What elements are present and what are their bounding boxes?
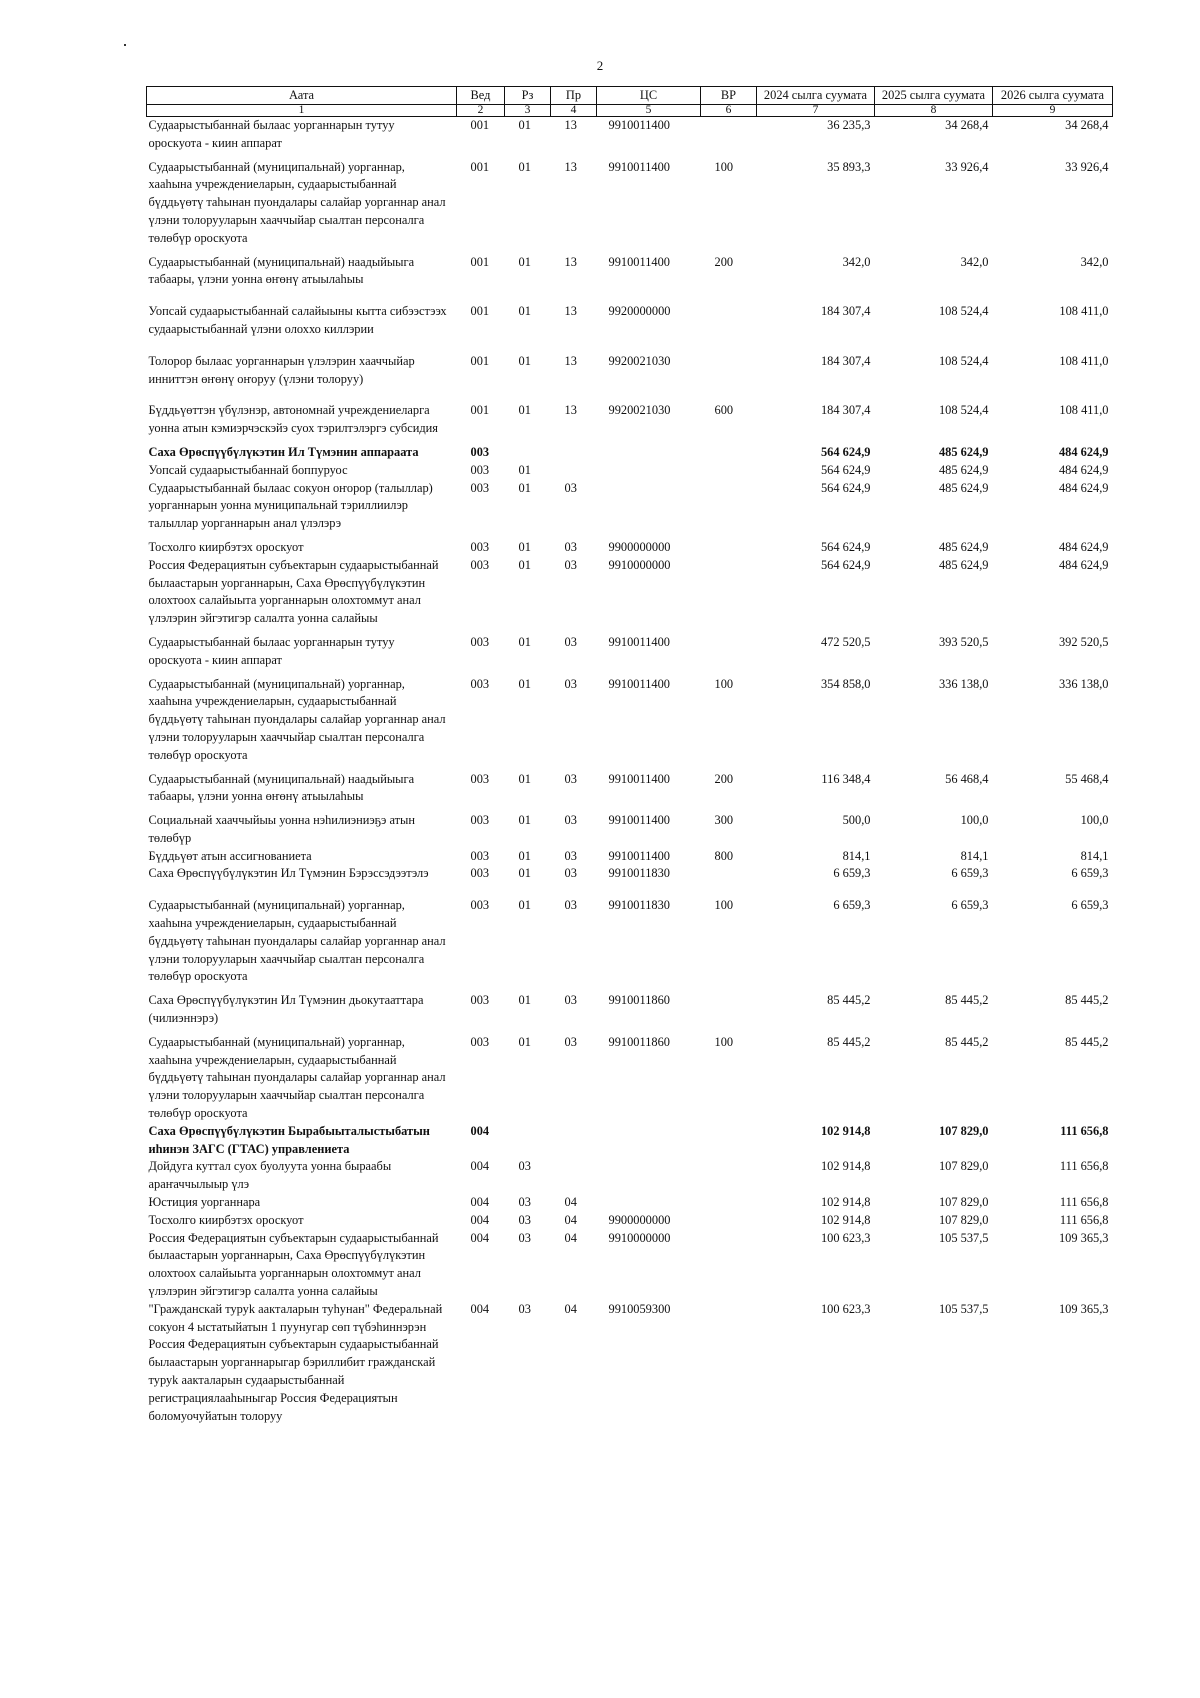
- amount-2024: 342,0: [842, 254, 871, 269]
- row-name: Судаарыстыбаннай былаас сокуон оҥорор (талыллар) уорганнарын уонна муниципальнай тэриллиилэр талыллар уорганнарын анал үлэлэрэ: [148, 480, 433, 531]
- column-number-row: [147, 105, 1113, 117]
- amount-2024: 354 858,0: [820, 676, 871, 691]
- vr-cell: 100: [714, 676, 734, 691]
- amount-2026: 111 656,8: [1060, 1123, 1109, 1138]
- rz-cell: 01: [518, 159, 531, 174]
- ved-cell: 004: [470, 1123, 490, 1138]
- row-name: Тосхолго киирбэтэх ороскуот: [148, 1212, 304, 1227]
- pr-cell: 13: [564, 118, 577, 132]
- amount-2024: 564 624,9: [820, 539, 871, 554]
- amount-2024: 116 348,4: [821, 771, 871, 786]
- row-name: Саха Өрөспүүбүлүкэтин Бырабыыталыстыбатын иһинэн ЗАГС (ГТАС) управлениета: [148, 1123, 430, 1156]
- table-row: [147, 388, 1113, 438]
- amount-2026: 111 656,8: [1059, 1195, 1109, 1210]
- amount-2025: 108 524,4: [938, 304, 989, 319]
- ved-cell: 001: [470, 304, 490, 319]
- amount-2025: 6 659,3: [951, 898, 989, 913]
- amount-2024: 500,0: [842, 813, 871, 828]
- ved-cell: 003: [470, 866, 490, 881]
- vr-cell: [701, 986, 757, 1028]
- pr-cell: [551, 438, 597, 462]
- table-row: [147, 883, 1113, 986]
- amount-2025: 105 537,5: [938, 1301, 989, 1316]
- cs-cell: 9910011830: [608, 866, 670, 881]
- row-name: Социальнай хааччыйыы уонна нэһилиэниэҕэ атын төлөбүр: [148, 813, 416, 845]
- pr-cell: 03: [564, 993, 577, 1008]
- rz-cell: [505, 438, 551, 462]
- amount-2026: 108 411,0: [1059, 304, 1109, 319]
- table-row: [147, 848, 1113, 866]
- table-row: [147, 248, 1113, 290]
- pr-cell: 03: [564, 676, 577, 691]
- pr-cell: 13: [564, 403, 577, 418]
- vr-cell: [701, 480, 757, 533]
- table-row: [147, 1028, 1113, 1123]
- table-row: [147, 1194, 1113, 1212]
- amount-2026: 484 624,9: [1058, 444, 1109, 459]
- table-body: [147, 117, 1113, 1426]
- ved-cell: 003: [470, 539, 490, 554]
- pr-cell: 04: [564, 1301, 577, 1316]
- cs-cell: 9910011860: [608, 993, 670, 1008]
- rz-cell: 01: [518, 813, 531, 828]
- column-number: 6: [701, 105, 757, 117]
- amount-2026: 342,0: [1080, 254, 1109, 269]
- rz-cell: 01: [518, 676, 531, 691]
- pr-cell: 04: [564, 1195, 577, 1210]
- pr-cell: 04: [564, 1212, 577, 1227]
- rz-cell: 01: [518, 866, 531, 881]
- table-row: [147, 986, 1113, 1028]
- row-name: Судаарыстыбаннай (муниципальнай) наадыйыыга табаары, үлэни уонна өҥөнү атыылаһыы: [148, 771, 415, 804]
- amount-2024: 100 623,3: [820, 1301, 871, 1316]
- vr-cell: 100: [714, 1034, 734, 1049]
- row-name: Судаарыстыбаннай былаас уорганнарын тутуу ороскуота - киин аппарат: [148, 634, 395, 667]
- column-number: 1: [147, 105, 457, 117]
- cs-cell: 9910059300: [608, 1301, 671, 1316]
- amount-2024: 564 624,9: [820, 480, 871, 495]
- column-header: ЦС: [597, 87, 701, 105]
- cs-cell: 9910011400: [608, 254, 670, 269]
- row-name: Россия Федерациятын субъектарын судаарыстыбаннай былаастарын уорганнарын, Саха Өрөспүүбүлүкэтин олохтоох салайыыта уорганнарын олохтоммут анал үлэлэрин эйгэтигэр салалта уонна салайыы: [148, 557, 439, 626]
- amount-2025: 108 524,4: [938, 403, 989, 418]
- column-header: ВР: [701, 87, 757, 105]
- vr-cell: [701, 865, 757, 883]
- table-row: [147, 533, 1113, 557]
- cs-cell: 9910011400: [608, 813, 670, 828]
- vr-cell: 100: [714, 159, 734, 174]
- ved-cell: 004: [470, 1159, 490, 1174]
- amount-2024: 184 307,4: [820, 353, 871, 368]
- rz-cell: 01: [518, 1034, 531, 1049]
- amount-2024: 564 624,9: [820, 462, 871, 477]
- amount-2024: 814,1: [842, 848, 871, 863]
- vr-cell: [701, 1194, 757, 1212]
- rz-cell: 01: [518, 898, 531, 913]
- amount-2026: 6 659,3: [1071, 866, 1109, 881]
- amount-2025: 485 624,9: [938, 539, 989, 554]
- amount-2025: 107 829,0: [938, 1212, 989, 1227]
- table-row: [147, 153, 1113, 248]
- row-name: Судаарыстыбаннай (муниципальнай) уорганнар, хааһына учреждениеларын, судаарыстыбаннай бүддьүөтү таһынан пуондалары салайар уорганнар анал үлэни толорууларын хааччыйар сыалтан персоналга төлөбүр ороскуота: [148, 676, 446, 762]
- pr-cell: 03: [564, 557, 577, 572]
- amount-2026: 814,1: [1080, 848, 1109, 863]
- ved-cell: 003: [470, 462, 490, 477]
- ved-cell: 003: [470, 480, 490, 495]
- cs-cell: 9910011400: [608, 848, 670, 863]
- row-name: Судаарыстыбаннай (муниципальнай) уорганнар, хааһына учреждениеларын, судаарыстыбаннай бүддьүөтү таһынан пуондалары салайар уорганнар анал үлэни толорууларын хааччыйар сыалтан персоналга төлөбүр ороскуота: [148, 1034, 446, 1121]
- rz-cell: 01: [518, 353, 531, 368]
- ved-cell: 004: [470, 1195, 490, 1210]
- header-row: [147, 87, 1113, 105]
- amount-2024: 102 914,8: [820, 1123, 871, 1138]
- amount-2026: 33 926,4: [1065, 159, 1109, 174]
- column-header: Аата: [147, 87, 457, 105]
- table-row: [147, 438, 1113, 462]
- ved-cell: 003: [470, 676, 490, 691]
- ved-cell: 003: [470, 898, 490, 913]
- cs-cell: 9910011860: [608, 1034, 670, 1049]
- pr-cell: [551, 462, 597, 480]
- cs-cell: 9910011400: [608, 676, 670, 691]
- rz-cell: 01: [518, 118, 531, 132]
- ved-cell: 003: [470, 634, 490, 649]
- budget-table-container: [146, 86, 1112, 1425]
- amount-2025: 814,1: [960, 848, 989, 863]
- vr-cell: [701, 438, 757, 462]
- vr-cell: [701, 1230, 757, 1301]
- table-row: [147, 806, 1113, 848]
- cs-cell: 9900000000: [608, 539, 671, 554]
- amount-2026: 34 268,4: [1065, 118, 1109, 132]
- pr-cell: [551, 1123, 597, 1159]
- amount-2025: 108 524,4: [938, 353, 989, 368]
- amount-2025: 393 520,5: [938, 634, 989, 649]
- column-header: Пр: [551, 87, 597, 105]
- amount-2024: 85 445,2: [827, 1034, 871, 1049]
- amount-2025: 6 659,3: [951, 866, 989, 881]
- amount-2024: 472 520,5: [820, 634, 871, 649]
- row-name: Тосхолго киирбэтэх ороскуот: [148, 539, 304, 554]
- amount-2026: 109 365,3: [1058, 1230, 1109, 1245]
- table-row: [147, 765, 1113, 807]
- amount-2024: 102 914,8: [820, 1159, 871, 1174]
- pr-cell: 03: [564, 539, 577, 554]
- table-row: [147, 480, 1113, 533]
- amount-2025: 105 537,5: [938, 1230, 989, 1245]
- vr-cell: [701, 533, 757, 557]
- amount-2024: 102 914,8: [820, 1212, 871, 1227]
- table-row: [147, 1123, 1113, 1159]
- table-row: [147, 462, 1113, 480]
- amount-2024: 564 624,9: [820, 557, 871, 572]
- ved-cell: 003: [470, 557, 490, 572]
- column-number: 4: [551, 105, 597, 117]
- column-number: 3: [505, 105, 551, 117]
- table-row: [147, 1230, 1113, 1301]
- ved-cell: 001: [470, 118, 490, 132]
- amount-2024: 35 893,3: [827, 159, 871, 174]
- row-name: Судаарыстыбаннай (муниципальнай) уорганнар, хааһына учреждениеларын, судаарыстыбаннай бүддьүөтү таһынан пуондалары салайар уорганнар анал үлэни толорууларын хааччыйар сыалтан персоналга төлөбүр ороскуота: [148, 159, 446, 245]
- amount-2025: 485 624,9: [938, 462, 989, 477]
- ved-cell: 004: [470, 1230, 490, 1245]
- rz-cell: 01: [518, 304, 531, 319]
- pr-cell: 03: [564, 866, 577, 881]
- amount-2025: 485 624,9: [938, 480, 989, 495]
- pr-cell: 13: [564, 159, 577, 174]
- rz-cell: [505, 1123, 551, 1159]
- ved-cell: 003: [470, 993, 490, 1008]
- amount-2026: 484 624,9: [1058, 462, 1109, 477]
- cs-cell: 9910000000: [608, 1230, 671, 1245]
- rz-cell: 01: [518, 462, 531, 477]
- row-name: Дойдуга куттал суох буолуута уонна быраабы араҥаччылыыр үлэ: [148, 1159, 392, 1192]
- row-name: Саха Өрөспүүбүлүкэтин Ил Түмэнин аппараата: [148, 444, 419, 459]
- column-number: 2: [457, 105, 505, 117]
- column-number: 9: [993, 105, 1113, 117]
- cs-cell: [597, 1158, 701, 1194]
- row-name: Уопсай судаарыстыбаннай салайыыны кытта сибээстээх судаарыстыбаннай үлэни олоххо киллэрии: [148, 304, 447, 336]
- table-row: [147, 1212, 1113, 1230]
- table-row: [147, 289, 1113, 339]
- amount-2026: 109 365,3: [1058, 1301, 1109, 1316]
- column-header: Вед: [457, 87, 505, 105]
- pr-cell: [551, 1158, 597, 1194]
- vr-cell: [701, 462, 757, 480]
- amount-2025: 85 445,2: [945, 993, 989, 1008]
- rz-cell: 01: [518, 771, 531, 786]
- table-row: [147, 865, 1113, 883]
- vr-cell: 100: [714, 898, 734, 913]
- amount-2025: 485 624,9: [938, 444, 989, 459]
- ved-cell: 004: [470, 1212, 490, 1227]
- amount-2026: 336 138,0: [1058, 676, 1109, 691]
- amount-2025: 485 624,9: [938, 557, 989, 572]
- amount-2026: 108 411,0: [1059, 353, 1109, 368]
- amount-2024: 36 235,3: [827, 118, 871, 132]
- amount-2026: 484 624,9: [1058, 539, 1109, 554]
- vr-cell: [701, 1158, 757, 1194]
- pr-cell: 13: [564, 304, 577, 319]
- table-row: [147, 1158, 1113, 1194]
- page-number: 2: [596, 58, 604, 73]
- table-row: [147, 1301, 1113, 1426]
- rz-cell: 01: [518, 634, 531, 649]
- row-name: Саха Өрөспүүбүлүкэтин Ил Түмэнин Бэрэссэдээтэлэ: [148, 866, 429, 881]
- rz-cell: 01: [518, 993, 531, 1008]
- cs-cell: 9910011400: [608, 634, 670, 649]
- table-row: [147, 339, 1113, 389]
- budget-table: [146, 86, 1113, 1425]
- amount-2024: 6 659,3: [833, 898, 871, 913]
- amount-2025: 33 926,4: [945, 159, 989, 174]
- amount-2025: 85 445,2: [945, 1034, 989, 1049]
- rz-cell: 01: [518, 557, 531, 572]
- pr-cell: 03: [564, 898, 577, 913]
- table-row: [147, 670, 1113, 765]
- amount-2024: 564 624,9: [820, 444, 871, 459]
- amount-2024: 184 307,4: [820, 304, 871, 319]
- cs-cell: [597, 480, 701, 533]
- amount-2024: 6 659,3: [833, 866, 871, 881]
- amount-2026: 100,0: [1080, 813, 1109, 828]
- row-name: Саха Өрөспүүбүлүкэтин Ил Түмэнин дьокутааттара (чилиэннэрэ): [148, 993, 424, 1026]
- amount-2026: 55 468,4: [1065, 771, 1109, 786]
- amount-2024: 184 307,4: [820, 403, 871, 418]
- amount-2024: 100 623,3: [820, 1230, 871, 1245]
- pr-cell: 03: [564, 480, 577, 495]
- pr-cell: 03: [564, 1034, 577, 1049]
- vr-cell: 200: [714, 771, 734, 786]
- rz-cell: 03: [518, 1159, 531, 1174]
- pr-cell: 03: [564, 848, 577, 863]
- cs-cell: 9910011400: [608, 771, 670, 786]
- ved-cell: 003: [470, 813, 490, 828]
- amount-2026: 111 656,8: [1059, 1212, 1109, 1227]
- cs-cell: 9910000000: [608, 557, 671, 572]
- vr-cell: [701, 1301, 757, 1426]
- rz-cell: 01: [518, 539, 531, 554]
- vr-cell: 300: [714, 813, 734, 828]
- vr-cell: [701, 1123, 757, 1159]
- row-name: Толорор былаас уорганнарын үлэлэрин хааччыйар инниттэн өҥөнү оҥоруу (үлэни толоруу): [148, 353, 415, 386]
- vr-cell: [701, 289, 757, 339]
- cs-cell: 9920021030: [608, 353, 671, 368]
- ved-cell: 001: [470, 254, 490, 269]
- row-name: "Гражданскай туруk аакталарын туһунан" Федеральнай сокуон 4 ыстатыйатын 1 пуунугар сөп түбэһиннэрэн Россия Федерациятын субъектарын судаарыстыбаннай былаастарын уорганнарыгар бэриллибит гражданскай туруk аакталарын судаарыстыбаннай регистрациялааһыныгар Россия Федерациятын боломуочуйатын толоруу: [148, 1301, 443, 1423]
- amount-2026: 85 445,2: [1065, 1034, 1109, 1049]
- amount-2025: 100,0: [960, 813, 989, 828]
- column-number: 5: [597, 105, 701, 117]
- rz-cell: 03: [518, 1301, 531, 1316]
- row-name: Судаарыстыбаннай (муниципальнай) наадыйыыга табаары, үлэни уонна өҥөнү атыылаһыы: [148, 254, 415, 287]
- column-number: 7: [757, 105, 875, 117]
- rz-cell: 03: [518, 1195, 531, 1210]
- amount-2026: 484 624,9: [1058, 480, 1109, 495]
- vr-cell: 200: [714, 254, 734, 269]
- amount-2025: 107 829,0: [938, 1123, 989, 1138]
- row-name: Уопсай судаарыстыбаннай боппуруос: [148, 462, 348, 477]
- vr-cell: [701, 557, 757, 628]
- cs-cell: 9920000000: [608, 304, 671, 319]
- ved-cell: 004: [470, 1301, 490, 1316]
- row-name: Бүддьүөттэн үбүлэнэр, автономнай учреждениеларга уонна атын кэмиэрчэскэйэ суох тэрилтэлэргэ субсидия: [148, 403, 439, 436]
- amount-2025: 56 468,4: [945, 771, 989, 786]
- amount-2024: 102 914,8: [820, 1195, 871, 1210]
- ved-cell: 003: [470, 1034, 490, 1049]
- cs-cell: [597, 462, 701, 480]
- column-header: Рз: [505, 87, 551, 105]
- row-name: Бүддьүөт атын ассигнованиета: [148, 848, 312, 863]
- rz-cell: 01: [518, 848, 531, 863]
- amount-2025: 107 829,0: [938, 1195, 989, 1210]
- column-header: 2026 сылга суумата: [993, 87, 1113, 105]
- cs-cell: [597, 1123, 701, 1159]
- vr-cell: [701, 1212, 757, 1230]
- rz-cell: 03: [518, 1212, 531, 1227]
- cs-cell: 9920021030: [608, 403, 671, 418]
- amount-2026: 85 445,2: [1065, 993, 1109, 1008]
- amount-2024: 85 445,2: [827, 993, 871, 1008]
- pr-cell: 03: [564, 634, 577, 649]
- scan-speck: [124, 44, 126, 46]
- pr-cell: 13: [564, 353, 577, 368]
- ved-cell: 001: [470, 159, 490, 174]
- table-row: [147, 557, 1113, 628]
- row-name: Россия Федерациятын субъектарын судаарыстыбаннай былаастарын уорганнарын, Саха Өрөспүүбүлүкэтин олохтоох салайыыта уорганнарын олохтоммут анал үлэлэрин эйгэтигэр салалта уонна салайыы: [148, 1230, 439, 1299]
- amount-2026: 392 520,5: [1058, 634, 1109, 649]
- cs-cell: 9910011400: [608, 118, 670, 132]
- vr-cell: 600: [714, 403, 734, 418]
- vr-cell: [701, 339, 757, 389]
- pr-cell: 04: [564, 1230, 577, 1245]
- ved-cell: 003: [470, 848, 490, 863]
- cs-cell: [597, 438, 701, 462]
- pr-cell: 03: [564, 771, 577, 786]
- amount-2025: 34 268,4: [945, 118, 989, 132]
- amount-2025: 107 829,0: [938, 1159, 989, 1174]
- vr-cell: [701, 628, 757, 670]
- cs-cell: 9910011830: [608, 898, 670, 913]
- pr-cell: 13: [564, 254, 577, 269]
- row-name: Судаарыстыбаннай былаас уорганнарын тутуу ороскуота - киин аппарат: [148, 118, 395, 150]
- ved-cell: 003: [470, 444, 490, 459]
- amount-2025: 336 138,0: [938, 676, 989, 691]
- cs-cell: 9910011400: [608, 159, 670, 174]
- pr-cell: 03: [564, 813, 577, 828]
- amount-2026: 111 656,8: [1059, 1159, 1109, 1174]
- rz-cell: 01: [518, 480, 531, 495]
- amount-2026: 6 659,3: [1071, 898, 1109, 913]
- ved-cell: 001: [470, 353, 490, 368]
- column-header: 2024 сылга суумата: [757, 87, 875, 105]
- amount-2025: 342,0: [960, 254, 989, 269]
- table-row: [147, 117, 1113, 153]
- ved-cell: 003: [470, 771, 490, 786]
- vr-cell: 800: [714, 848, 734, 863]
- column-number: 8: [875, 105, 993, 117]
- amount-2026: 108 411,0: [1059, 403, 1109, 418]
- ved-cell: 001: [470, 403, 490, 418]
- amount-2026: 484 624,9: [1058, 557, 1109, 572]
- cs-cell: 9900000000: [608, 1212, 671, 1227]
- row-name: Юстиция уорганнара: [148, 1195, 261, 1210]
- vr-cell: [701, 117, 757, 153]
- row-name: Судаарыстыбаннай (муниципальнай) уорганнар, хааһына учреждениеларын, судаарыстыбаннай бүддьүөтү таһынан пуондалары салайар уорганнар анал үлэни толорууларын хааччыйар сыалтан персоналга төлөбүр ороскуота: [148, 898, 446, 984]
- rz-cell: 03: [518, 1230, 531, 1245]
- rz-cell: 01: [518, 254, 531, 269]
- table-row: [147, 628, 1113, 670]
- rz-cell: 01: [518, 403, 531, 418]
- column-header: 2025 сылга суумата: [875, 87, 993, 105]
- cs-cell: [597, 1194, 701, 1212]
